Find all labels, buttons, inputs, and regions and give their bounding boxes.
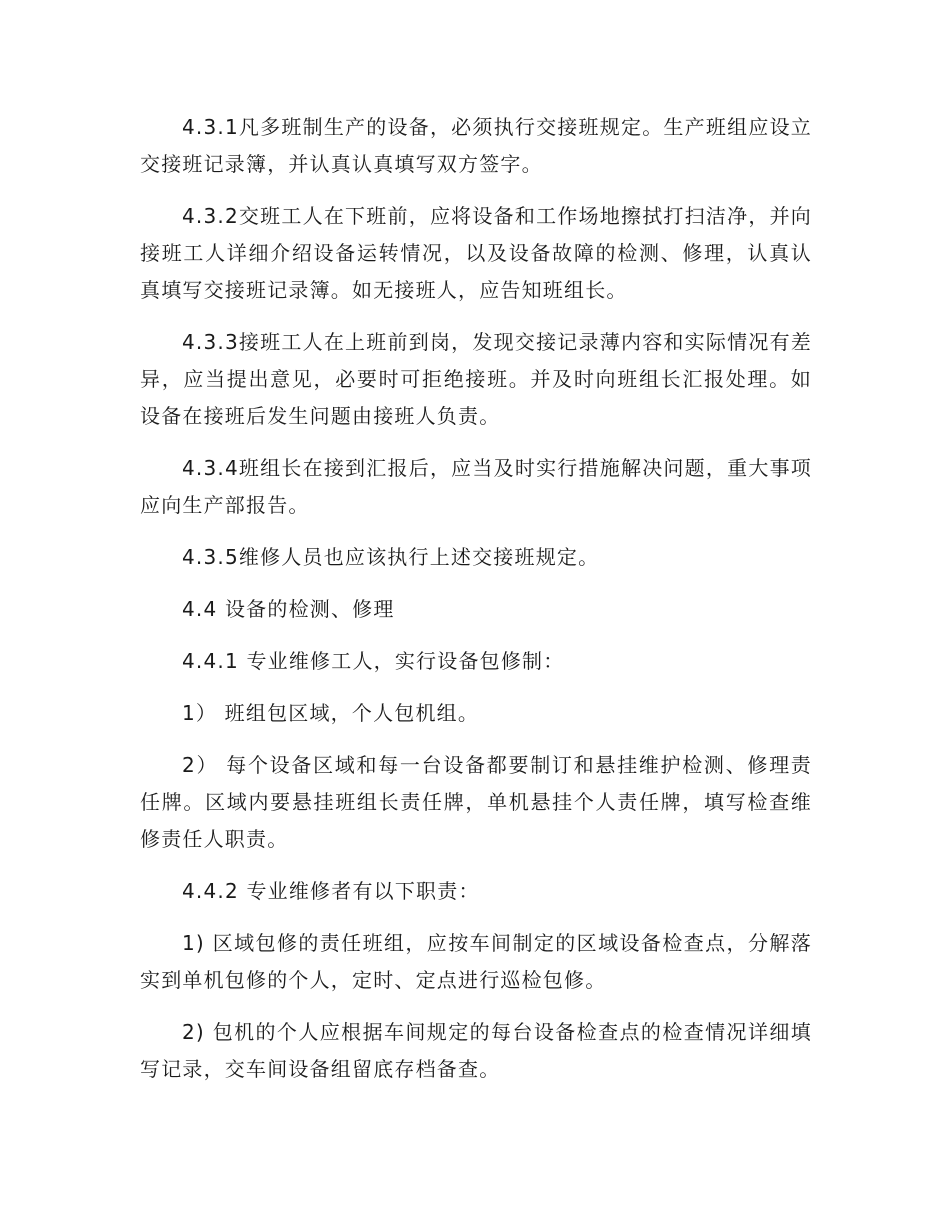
section-heading-4-4: 4.4 设备的检测、修理 [182, 597, 395, 621]
paragraph-4-4-2: 4.4.2 专业维修者有以下职责： [182, 879, 480, 903]
paragraph-4-3-1: 4.3.1凡多班制生产的设备，必须执行交接班规定。生产班组应设立交接班记录簿，并认真认真填写双方签字。 [140, 115, 812, 176]
list-item-1: 1） 班组包区域，个人包机组。 [182, 701, 480, 725]
paragraph-4-3-2: 4.3.2交班工人在下班前，应将设备和工作场地擦拭打扫洁净，并向接班工人详细介绍设备运转情况，以及设备故障的检测、修理，认真认真填写交接班记录簿。如无接班人，应告知班组长。 [140, 204, 812, 302]
paragraph-4-3-4: 4.3.4班组长在接到汇报后，应当及时实行措施解决问题，重大事项应向生产部报告。 [140, 456, 812, 517]
duty-item-2: 2) 包机的个人应根据车间规定的每台设备检查点的检查情况详细填写记录，交车间设备组留底存档备查。 [140, 1020, 812, 1081]
paragraph-4-4-1: 4.4.1 专业维修工人，实行设备包修制： [182, 649, 565, 673]
list-item-2: 2） 每个设备区域和每一台设备都要制订和悬挂维护检测、修理责任牌。区域内要悬挂班组长责任牌，单机悬挂个人责任牌，填写检查维修责任人职责。 [140, 753, 812, 851]
paragraph-4-3-3: 4.3.3接班工人在上班前到岗，发现交接记录薄内容和实际情况有差异，应当提出意见，必要时可拒绝接班。并及时向班组长汇报处理。如设备在接班后发生问题由接班人负责。 [140, 330, 812, 428]
duty-item-1: 1) 区域包修的责任班组，应按车间制定的区域设备检查点，分解落实到单机包修的个人，定时、定点进行巡检包修。 [140, 931, 812, 992]
paragraph-4-3-5: 4.3.5维修人员也应该执行上述交接班规定。 [182, 545, 600, 569]
document-body [140, 109, 812, 1103]
